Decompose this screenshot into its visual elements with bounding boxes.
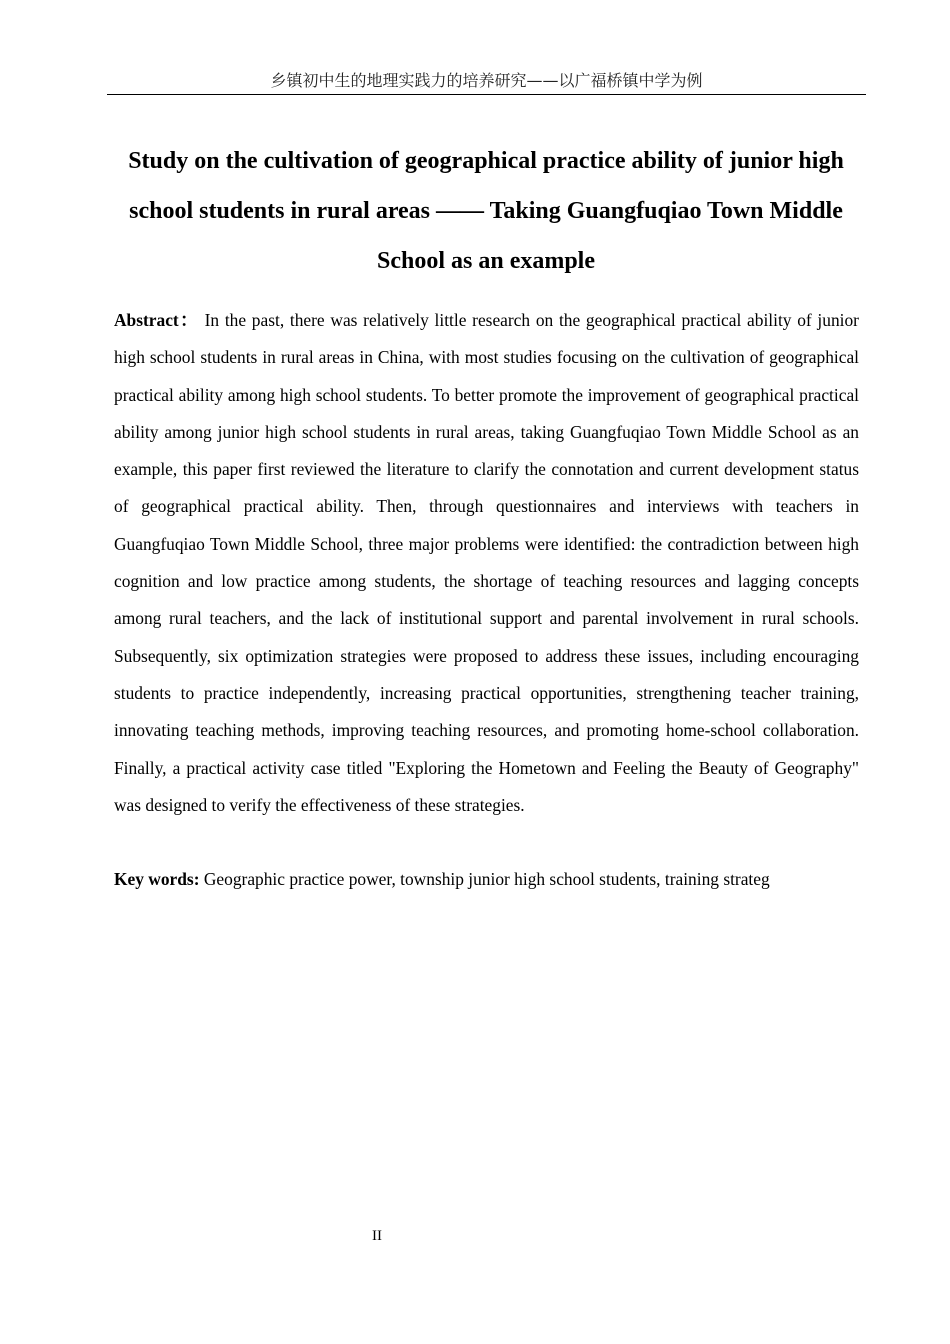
abstract-paragraph [114,302,859,824]
abstract-text: In the past, there was relatively little research on the geographical practical ability of junior high school students in rural areas in China, with most studies focusing on the cultivation of geographical practical ability among high school students. To better promote the improvement of geographical practical ability among junior high school students in rural areas, taking Guangfuqiao Town Middle School as an example, this paper first reviewed the literature to clarify the connotation and current development status of geographical practical ability. Then, through questionnaires and interviews with teachers in Guangfuqiao Town Middle School, three major problems were identified: the contradiction between high cognition and low practice among students, the shortage of teaching resources and lagging concepts among rural teachers, and the lack of institutional support and parental involvement in rural schools. Subsequently, six optimization strategies were proposed to address these issues, including encouraging students to practice independently, increasing practical opportunities, strengthening teacher training, innovating teaching methods, improving teaching resources, and promoting home-school collaboration. Finally, a practical activity case titled "Exploring the Hometown and Feeling the Beauty of Geography" was designed to verify the effectiveness of these strategies. [114,310,859,815]
paper-title: Study on the cultivation of geographical practice ability of junior high school students in rural areas —— Taking Guangfuqiao Town Middle School as an example [128,148,844,274]
abstract-label: Abstract： [114,310,199,330]
keywords-text: Geographic practice power, township junior high school students, training strateg [203,869,770,889]
page-number: II [372,1228,382,1244]
running-header: 乡镇初中生的地理实践力的培养研究——以广福桥镇中学为例 [107,70,866,95]
keywords-line [114,864,874,894]
keywords-label: Key words: [114,869,200,889]
